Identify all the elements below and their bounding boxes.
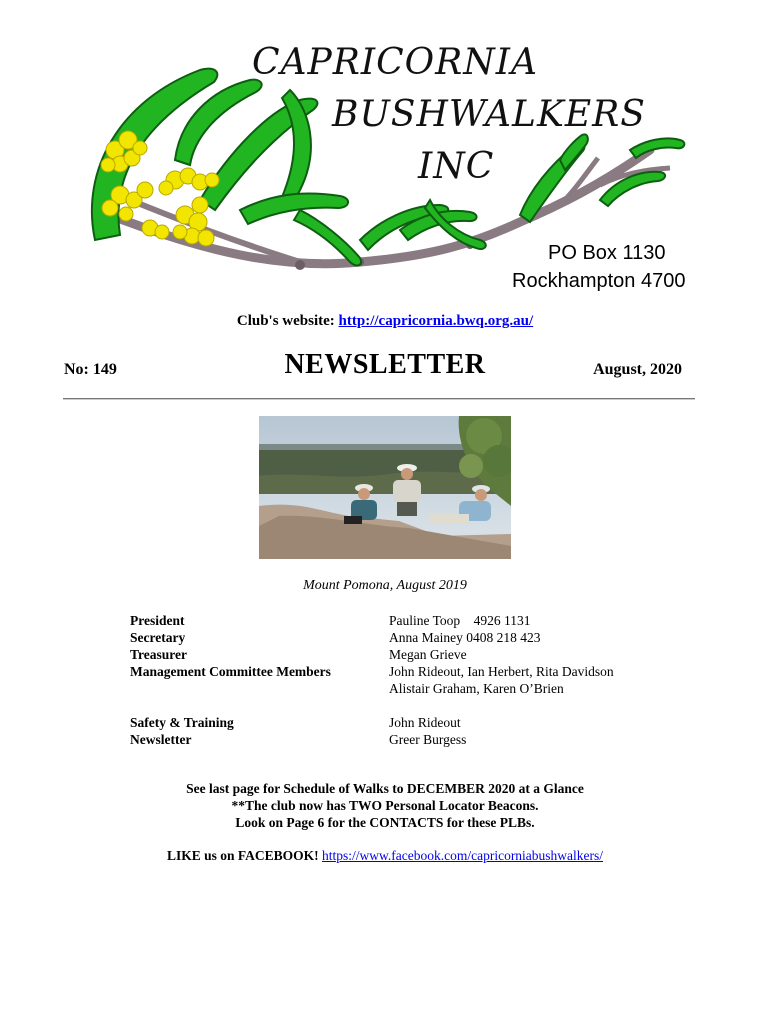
- role-value: Greer Burgess: [389, 732, 467, 747]
- role-label: Safety & Training: [130, 715, 234, 730]
- role-label: President: [130, 613, 185, 628]
- notice-line: See last page for Schedule of Walks to DECEMBER 2020 at a Glance: [186, 781, 584, 796]
- notice-line: Look on Page 6 for the CONTACTS for these PLBs.: [235, 815, 535, 830]
- committee-row: [130, 663, 614, 697]
- role-value: [389, 663, 614, 697]
- role-label: Management Committee Members: [130, 664, 331, 679]
- city-postcode: Rockhampton 4700: [512, 270, 686, 292]
- facebook-line: [0, 848, 770, 864]
- role-value: Megan Grieve: [389, 647, 467, 662]
- issue-number: No: 149: [64, 361, 117, 378]
- photo-caption: Mount Pomona, August 2019: [303, 578, 467, 593]
- logo-title-line3: INC: [418, 146, 495, 187]
- website-label: Club's website:: [236, 313, 335, 329]
- role-label: Treasurer: [130, 647, 187, 662]
- committee-row: [130, 731, 614, 748]
- website-link[interactable]: http://capricornia.bwq.org.au/: [338, 313, 534, 329]
- notice-block: [0, 780, 770, 831]
- logo-title-line1: CAPRICORNIA: [252, 42, 538, 83]
- role-label: Secretary: [130, 630, 186, 645]
- role-value-line: Alistair Graham, Karen O’Brien: [389, 681, 564, 696]
- role-value: Anna Mainey 0408 218 423: [389, 630, 541, 645]
- committee-row: [130, 646, 614, 663]
- notice-line: **The club now has TWO Personal Locator Beacons.: [231, 798, 539, 813]
- website-line: [0, 313, 770, 330]
- role-value: Pauline Toop 4926 1131: [389, 613, 531, 628]
- header-divider: [63, 398, 695, 400]
- spacer: [130, 697, 614, 714]
- facebook-link[interactable]: https://www.facebook.com/capricorniabushwalkers/: [322, 848, 604, 863]
- issue-date: August, 2020: [593, 361, 682, 378]
- po-box: PO Box 1130: [548, 242, 666, 264]
- mount-pomona-photo: [259, 416, 511, 559]
- role-value: John Rideout: [389, 715, 461, 730]
- committee-list: [130, 612, 614, 748]
- newsletter-title: NEWSLETTER: [284, 349, 486, 380]
- committee-row: [130, 629, 614, 646]
- role-label: Newsletter: [130, 732, 192, 747]
- facebook-label: LIKE us on FACEBOOK!: [166, 848, 319, 863]
- logo-title-line2: BUSHWALKERS: [332, 94, 646, 135]
- role-value-line: John Rideout, Ian Herbert, Rita Davidson: [389, 664, 614, 679]
- committee-row: [130, 612, 614, 629]
- committee-row: [130, 714, 614, 731]
